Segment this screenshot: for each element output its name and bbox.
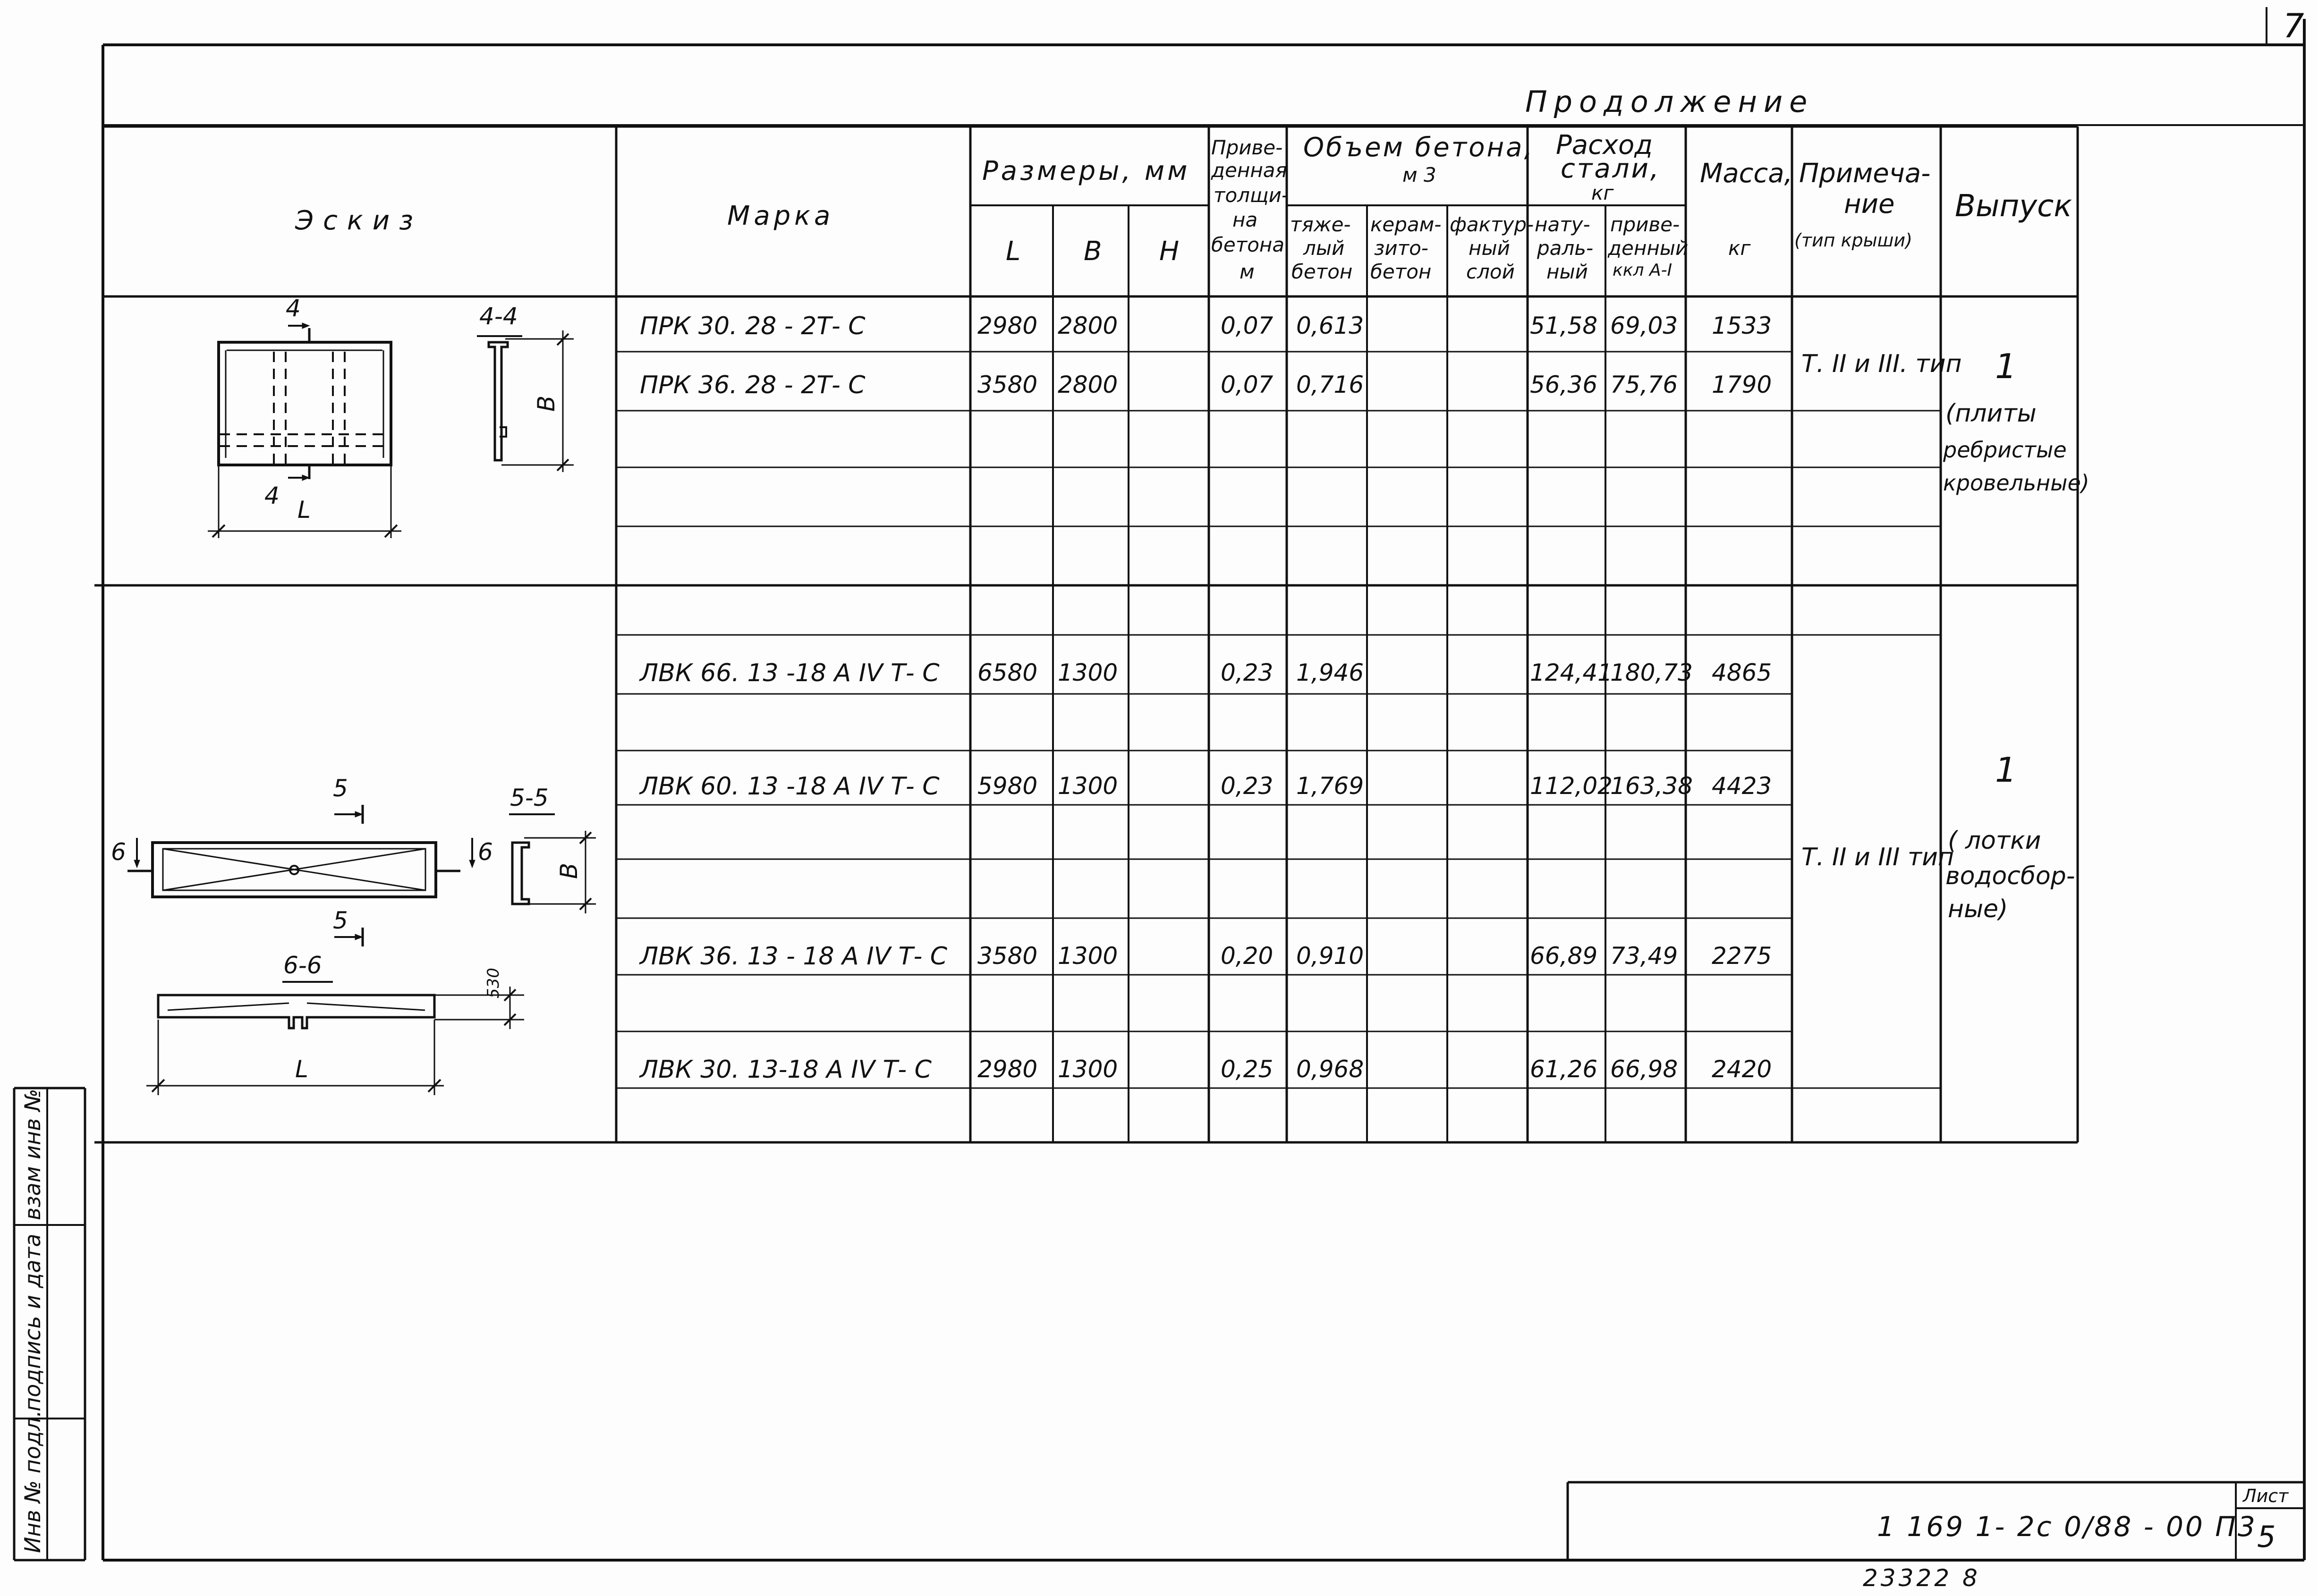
text-headers-steel-priv-0: приве- — [1610, 213, 1680, 236]
text-headers-steel-nat-2: ный — [1546, 260, 1588, 283]
cell-thickness: 0,23 — [1221, 659, 1274, 686]
text-headers-vol-heavy-0: тяже- — [1290, 213, 1351, 236]
cell-thickness: 0,20 — [1221, 942, 1274, 970]
text-headers-steel-1: стали, — [1561, 153, 1661, 184]
bottom-code: 23322 8 — [1863, 1564, 1980, 1592]
text-headers-vol-heavy-2: бетон — [1291, 260, 1353, 283]
text-headers-vol-heavy-1: лый — [1303, 236, 1345, 260]
cell-length: 6580 — [977, 659, 1038, 686]
text-sketch2-dim-B: B — [555, 862, 583, 879]
text-sketch1-dim-B: B — [533, 395, 560, 412]
text-side-stamp-0: Инв № подл. — [20, 1410, 45, 1553]
cell-mark: ЛВК 60. 13 -18 А IV Т- С — [640, 772, 940, 801]
drawing-code: 1 169 1- 2с 0/88 - 00 П3 — [1877, 1511, 2257, 1543]
cell-vol-heavy: 1,946 — [1296, 659, 1364, 686]
header-dim-B: B — [1084, 236, 1102, 267]
sheet-number: 5 — [2257, 1520, 2276, 1554]
cell-width: 1300 — [1058, 659, 1118, 686]
text-side-stamp-1: подпись и дата — [20, 1233, 45, 1411]
cell-steel-nat: 61,26 — [1530, 1056, 1598, 1083]
group2-issue-number: 1 — [1995, 750, 2017, 790]
cell-width: 2800 — [1058, 312, 1118, 339]
text-sketch2-sec-label-55: 5-5 — [510, 784, 549, 811]
text-headers-steel-2: кг — [1591, 181, 1614, 204]
cell-mass: 1533 — [1712, 312, 1772, 339]
cell-thickness: 0,07 — [1221, 312, 1274, 339]
cell-mass: 4423 — [1712, 772, 1772, 800]
cell-steel-priv: 66,98 — [1610, 1056, 1678, 1083]
group1-issue-number: 1 — [1995, 346, 2017, 386]
text-headers-thickness-1: денная — [1211, 159, 1287, 182]
text-headers-steel-priv-2: ккл А-I — [1613, 261, 1673, 280]
text-headers-note-1: ние — [1844, 189, 1895, 220]
text-headers-steel-0: Расход — [1556, 130, 1653, 160]
text-sketch1-dim-L: L — [297, 496, 311, 524]
cell-mark: ПРК 36. 28 - 2Т- С — [640, 371, 866, 399]
text-headers-thickness-2: толщи- — [1214, 184, 1289, 207]
text-headers-concrete-volume-0: Объем бетона, — [1303, 132, 1535, 163]
text-headers-vol-fact-2: слой — [1466, 260, 1515, 283]
cell-mark: ЛВК 36. 13 - 18 А IV Т- С — [640, 942, 948, 971]
text-sketch2-sec5-bottom: 5 — [333, 907, 348, 934]
cell-thickness: 0,07 — [1221, 371, 1274, 398]
cell-steel-priv: 163,38 — [1610, 772, 1693, 800]
text-sketch2-sec6-right: 6 — [478, 838, 493, 866]
cell-width: 1300 — [1058, 942, 1118, 970]
header-dims: Размеры, мм — [982, 156, 1190, 186]
continuation-title: Продолжение — [1525, 84, 1814, 119]
text-headers-vol-keram-0: керам- — [1370, 213, 1442, 236]
text-headers-thickness-5: м — [1240, 260, 1255, 283]
cell-steel-priv: 69,03 — [1610, 312, 1678, 339]
cell-steel-priv: 75,76 — [1610, 371, 1678, 398]
text-headers-concrete-volume-1: м 3 — [1402, 163, 1436, 186]
header-dim-H: H — [1159, 236, 1180, 267]
text-headers-mass-1: кг — [1728, 236, 1751, 260]
header-sketch: Эскиз — [295, 205, 423, 236]
text-headers-mass-0: Масса, — [1700, 158, 1793, 189]
text-headers-thickness-4: бетона — [1211, 233, 1285, 256]
text-headers-vol-fact-0: фактур- — [1450, 213, 1534, 236]
cell-vol-heavy: 1,769 — [1296, 772, 1364, 800]
group2-note: Т. II и III тип — [1801, 843, 1954, 871]
text-headers-vol-keram-2: бетон — [1370, 260, 1432, 283]
text-sketch2-dim-L: L — [295, 1056, 308, 1083]
cell-width: 1300 — [1058, 772, 1118, 800]
cell-length: 2980 — [977, 312, 1038, 339]
header-issue: Выпуск — [1955, 189, 2072, 224]
cell-vol-heavy: 0,968 — [1296, 1056, 1364, 1083]
cell-length: 5980 — [977, 772, 1038, 800]
text-sketch2-dim-h: 530 — [484, 968, 503, 998]
text-headers-note-2: (тип крыши) — [1794, 230, 1912, 251]
header-dim-L: L — [1006, 236, 1021, 267]
cell-length: 3580 — [977, 371, 1038, 398]
cell-mass: 2275 — [1712, 942, 1772, 970]
text-headers-steel-nat-0: нату- — [1535, 213, 1590, 236]
text-side-stamp-2: взам инв № — [20, 1089, 45, 1220]
cell-steel-nat: 66,89 — [1530, 942, 1598, 970]
text-headers-note-0: Примеча- — [1799, 158, 1931, 189]
text-headers-thickness-0: Приве- — [1211, 136, 1283, 159]
cell-vol-heavy: 0,613 — [1296, 312, 1364, 339]
page-corner-number: 7 — [2283, 7, 2304, 45]
cell-steel-nat: 124,41 — [1530, 659, 1613, 686]
cell-mass: 1790 — [1712, 371, 1772, 398]
text-sketch1-sec-bottom: 4 — [264, 482, 280, 509]
text-headers-steel-nat-1: раль- — [1537, 236, 1594, 260]
text-headers-thickness-3: на — [1232, 208, 1258, 231]
text-group2-issue-desc-0: ( лотки — [1948, 827, 2041, 855]
cell-steel-nat: 56,36 — [1530, 371, 1598, 398]
text-group2-issue-desc-1: водосбор- — [1945, 862, 2075, 890]
text-sketch2-sec5-top: 5 — [333, 775, 348, 802]
text-sketch1-sec-top: 4 — [286, 295, 301, 322]
sheet-label: Лист — [2243, 1486, 2289, 1506]
cell-mark: ЛВК 30. 13-18 А IV Т- С — [640, 1056, 932, 1084]
cell-steel-nat: 51,58 — [1530, 312, 1598, 339]
cell-steel-priv: 180,73 — [1610, 659, 1693, 686]
cell-mass: 2420 — [1712, 1056, 1772, 1083]
cell-mass: 4865 — [1712, 659, 1772, 686]
text-sketch1-sec-label: 4-4 — [479, 303, 518, 330]
text-group1-issue-desc-2: кровельные) — [1943, 470, 2089, 496]
cell-length: 3580 — [977, 942, 1038, 970]
cell-mark: ЛВК 66. 13 -18 А IV Т- С — [640, 659, 940, 687]
text-group1-issue-desc-0: (плиты — [1945, 399, 2037, 428]
group1-note: Т. II и III. тип — [1801, 350, 1962, 378]
cell-steel-priv: 73,49 — [1610, 942, 1678, 970]
text-group2-issue-desc-2: ные) — [1948, 895, 2008, 923]
text-headers-vol-fact-1: ный — [1469, 236, 1510, 260]
text-sketch2-sec6-left: 6 — [111, 838, 126, 866]
cell-steel-nat: 112,02 — [1530, 772, 1613, 800]
header-mark: Марка — [727, 201, 834, 231]
text-headers-vol-keram-1: зито- — [1374, 236, 1428, 260]
cell-thickness: 0,23 — [1221, 772, 1274, 800]
cell-vol-heavy: 0,910 — [1296, 942, 1364, 970]
cell-length: 2980 — [977, 1056, 1038, 1083]
text-headers-steel-priv-1: денный — [1608, 236, 1689, 260]
text-sketch2-sec-label-66: 6-6 — [283, 952, 322, 979]
text-group1-issue-desc-1: ребристые — [1943, 437, 2067, 463]
cell-vol-heavy: 0,716 — [1296, 371, 1364, 398]
cell-mark: ПРК 30. 28 - 2Т- С — [640, 312, 866, 340]
cell-width: 2800 — [1058, 371, 1118, 398]
cell-width: 1300 — [1058, 1056, 1118, 1083]
cell-thickness: 0,25 — [1221, 1056, 1274, 1083]
